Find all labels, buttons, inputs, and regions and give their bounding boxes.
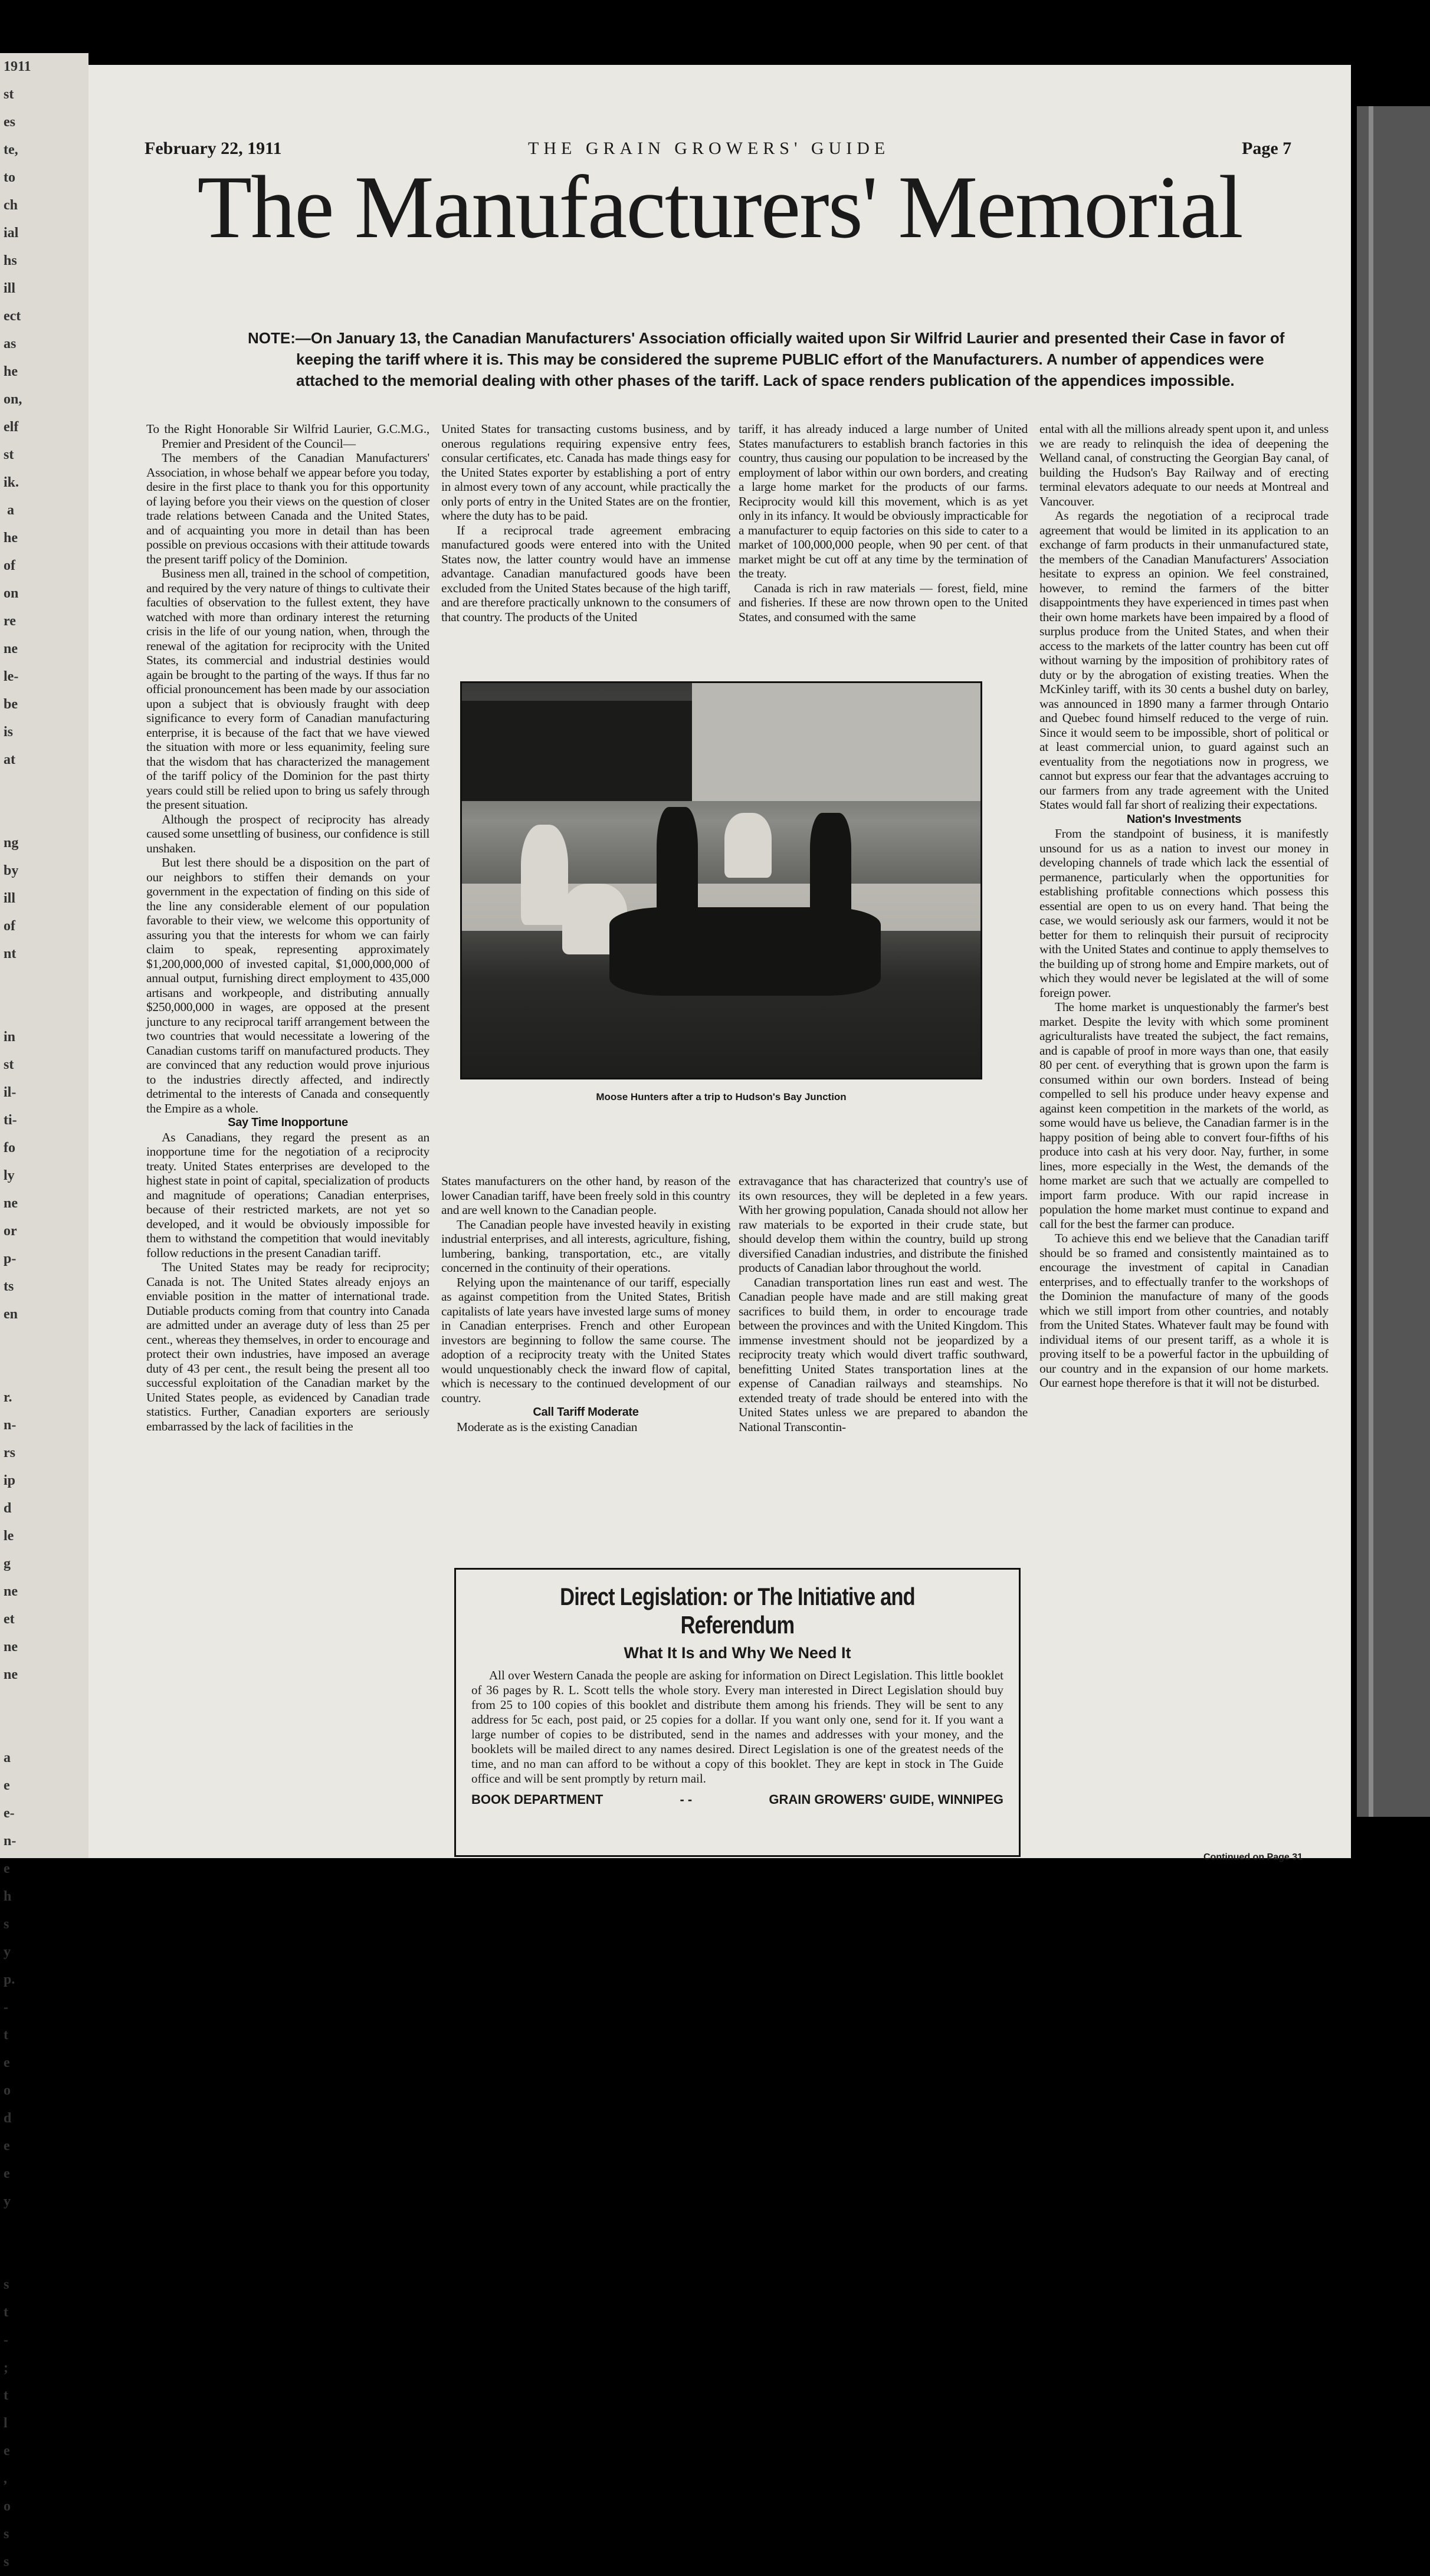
paragraph: ental with all the millions already spent upon it, and unless we are ready to relinquish the idea of deepening the Welland canal, of constructing the Georgian Bay canal, of building the Hudson's Bay Railway and of erecting terminal elevators adequate to our needs at Montreal and Vancouver.	[1039, 422, 1329, 508]
page-number: Page 7	[1242, 139, 1292, 158]
column-3-bottom	[739, 1174, 1028, 1551]
continued-note: Continued on Page 31	[1203, 1852, 1303, 1862]
photo-figure	[521, 825, 568, 925]
ad-subtitle: What It Is and Why We Need It	[624, 1644, 851, 1662]
paragraph: United States for transacting customs business, and by onerous regulations requiring expensive entry fees, consular certificates, etc. Canada has made things easy for the United States exporter by establishing a port of entry in almost every town of any account, while practically the only ports of entry in the United States are on the frontier, where the duty has to be paid.	[441, 422, 730, 523]
paragraph: As regards the negotiation of a reciprocal trade agreement that would be limited in its application to an exchange of farm products in their unmanufactured state, the members of the Canadian Manufacturers' Association hesitate to express an opinion. We feel constrained, however, to remind the farmers of the bitter disappointments they have experienced in times past when their own home markets have been impaired by a flood of surplus produce from the United States, and when their access to the markets of the latter country has been cut off without warning by the imposition of prohibitory rates of duty or by the abrogation of existing treaties. When the McKinley tariff, with its 30 cents a bushel duty on barley, was announced in 1890 many a farmer through Ontario and Quebec found himself reduced to the verge of ruin. Since it would seem to be impossible, short of political or at least commercial union, to guard against such an eventuality from the negotiations now in progress, we cannot but express our fear that the advantages accruing to our farmers from any trade agreement with the United States would fall far short of realizing their expectations.	[1039, 508, 1329, 812]
article-title: The Manufacturers' Memorial	[197, 157, 1242, 257]
section-heading: Call Tariff Moderate	[533, 1406, 639, 1419]
paragraph: The home market is unquestionably the farmer's best market. Despite the levity with which some prominent agriculturalists have treated the subject, the fact remains, and is capable of proof in more ways than one, that easily 80 per cent. of everything that is grown upon the farm is consumed within our own borders. Instead of being compelled to sell his produce under heavy expense and against keen competition in the markets of the world, as some would have us believe, the Canadian farmer is in the happy position of being able to convert four-fifths of his produce into cash at his very door. Nay, further, in some lines, more especially in the West, the demands of the home market are such that we actually are compelled to import farm produce. With our rapid increase in population the home market must continue to expand and call for the best the farmer can produce.	[1039, 1000, 1329, 1231]
paragraph: tariff, it has already induced a large number of United States manufacturers to establish branch factories in this country, thus causing our population to be increased by the employment of labor within our own borders, and creating a large home market for the products of our farms. Reciprocity would kill this movement, which is as yet only in its infancy. It would be obviously impracticable for a manufacturer to equip factories on this side to cater to a market of 100,000,000 people, when 90 per cent. of that market might be cut off at any time by the termination of the treaty.	[739, 422, 1028, 580]
page-stack-highlight	[1369, 106, 1373, 1817]
paragraph: But lest there should be a disposition on the part of our neighbors to stiffen their demands on your government in the expectation of finding on this side of the line any considerable element of our population favorable to their view, we welcome this opportunity of assuring you that the interests for whom we can fairly claim to speak, representing approximately $1,200,000,000 of invested capital, $1,000,000,000 of annual output, furnishing direct employment to 435,000 artisans and workpeople, and distributing annually $250,000,000 in wages, are opposed at the present juncture to any reciprocal tariff arrangement between the two countries that would necessitate a lowering of the Canadian customs tariff on manufactured products. They are convinced that any reduction would prove injurious to the industries directly affected, and indirectly detrimental to the interests of Canada and consequently the Empire as a whole.	[146, 855, 429, 1115]
ad-footer-right: GRAIN GROWERS' GUIDE, WINNIPEG	[769, 1792, 1003, 1807]
adjacent-page-text: 1911 st es te, to ch ial hs ill ect as he on, elf st ik. a he of on re ne le- be is at ng by ill of nt in st il- ti- fo ly ne or p- ts en r. n- rs ip d le g ne et ne ne a e e- n- e h s y p. - t e o d e e y s t - ; t l e , o s s	[4, 59, 31, 2570]
paragraph: States manufacturers on the other hand, by reason of the lower Canadian tariff, have been freely sold in this country and are well known to the Canadian people.	[441, 1174, 730, 1217]
ad-body: All over Western Canada the people are asking for information on Direct Legislation. This little booklet of 36 pages by R. L. Scott tells the whole story. Every man interested in Direct Legislation should buy from 25 to 100 copies of this booklet and distribute them among his friends. They will be sent to any address for 5c each, post paid, or 25 copies for a dollar. If you want only one, send for it. If you want a large number of copies to be distributed, send in the names and addresses with your money, and the booklets will be mailed direct to any names desired. Direct Legislation is one of the greatest needs of the time, and no man can afford to be without a copy of this booklet. They are kept in stock in The Guide office and will be sent promptly by return mail.	[471, 1668, 1003, 1786]
moose-hunters-photo	[460, 681, 982, 1079]
newspaper-page	[88, 65, 1351, 1862]
column-2-top	[441, 422, 730, 705]
ad-footer-left: BOOK DEPARTMENT	[471, 1792, 604, 1807]
paragraph: The Canadian people have invested heavily in existing industrial enterprises, and all interests, agriculture, fishing, lumbering, banking, transportation, etc., are vitally concerned in the continuity of their operations.	[441, 1217, 730, 1275]
photo-caption: Moose Hunters after a trip to Hudson's Bay Junction	[596, 1091, 847, 1102]
paragraph: Business men all, trained in the school of competition, and required by the very nature of things to cultivate their faculties of observation to the fullest extent, they have watched with more than ordinary interest the returning crisis in the life of our young nation, when, through the renewal of the agitation for reciprocity with the United States, its commercial and industrial destinies would again be brought to the parting of the ways. If thus far no official pronouncement has been made by our association upon a subject that is obviously fraught with deep significance to every form of Canadian manufacturing enterprise, it is because of the fact that we have viewed the situation with more or less equanimity, feeling sure that the wisdom that has characterized the management of the tariff policy of the Dominion for the past thirty years could still be relied upon to bring us safely through the present situation.	[146, 566, 429, 812]
paragraph: extravagance that has characterized that country's use of its own resources, they will be depleted in a few years. With her growing population, Canada should not allow her raw materials to be exported in their crude state, but should develop them within the country, build up strong diversified Canadian industries, and distribute the finished products of Canadian labor throughout the world.	[739, 1174, 1028, 1275]
column-1	[146, 422, 429, 1849]
paragraph: Although the prospect of reciprocity has already caused some unsettling of business, our confidence is still unshaken.	[146, 812, 429, 855]
column-4	[1039, 422, 1329, 1849]
column-3-top	[739, 422, 1028, 705]
photo-sky	[692, 683, 982, 801]
paragraph: If a reciprocal trade agreement embracing manufactured goods were entered into with the United States now, the latter country would have an immense advantage. Canadian manufactured goods have been excluded from the United States because of the high tariff, and are therefore practically unknown to the consumers of that country. The products of the United	[441, 523, 730, 624]
photo-figure	[724, 813, 772, 878]
newspaper-name: THE GRAIN GROWERS' GUIDE	[528, 139, 890, 158]
photo-moose	[609, 907, 881, 996]
paragraph: Moderate as is the existing Canadian	[457, 1419, 638, 1434]
direct-legislation-ad	[454, 1568, 1021, 1857]
ad-title: Direct Legislation: or The Initiative and Referendum	[560, 1583, 915, 1639]
paragraph: As Canadians, they regard the present as an inopportune time for the negotiation of a reciprocity treaty. United States enterprises are developed to the highest state in point of capital, specialization of products and magnitude of operations; Canadian enterprises, because of their restricted markets, are not yet so developed, and it would be obviously impossible for them to withstand the competition that would inevitably follow reductions in the present Canadian tariff.	[146, 1130, 429, 1260]
paragraph: From the standpoint of business, it is manifestly unsound for us as a nation to invest our money in developing channels of trade which lack the essential of permanence, particularly when the opportunities for establishing profitable connections which possess this essential are open to us on every hand. That being the case, we would seriously ask our farmers, would it not be better for them to relinquish their pursuit of reciprocity with the United States and continue to apply themselves to the building up of strong home and Empire markets, out of which they would never be legislated at the will of some foreign power.	[1039, 826, 1329, 1000]
column-2-bottom	[441, 1174, 730, 1551]
editor-note: NOTE:—On January 13, the Canadian Manufacturers' Association officially waited upon Sir Wilfrid Laurier and presented their Case in favor of keeping the tariff where it is. This may be considered the supreme PUBLIC effort of the Manufacturers. A number of appendices were attached to the memorial dealing with other phases of the tariff. Lack of space renders publication of the appendices impossible.	[248, 329, 1285, 389]
ad-footer-separator: - -	[680, 1792, 693, 1807]
page-stack-edge	[1357, 106, 1430, 1817]
paragraph: To achieve this end we believe that the Canadian tariff should be so framed and consistently maintained as to encourage the investment of capital in Canadian enterprises, and to effectually tranfer to the workshops of the Dominion the manufacture of many of the goods which we still import from other countries, and notably from the United States. Whatever fault may be found with individual items of our present tariff, as a whole it is proving itself to be a powerful factor in the upbuilding of our country and in the expansion of our home markets. Our earnest hope therefore is that it will not be disturbed.	[1039, 1231, 1329, 1390]
section-heading: Nation's Investments	[1126, 812, 1242, 826]
photo-barn	[462, 701, 692, 801]
paragraph: The members of the Canadian Manufacturers' Association, in whose behalf we appear before you today, desire in the first place to thank you for this opportunity of laying before you their views on the question of closer trade relations between Canada and the United States, and of acquainting you more in detail than has been possible on previous occasions with their attitude towards the present tariff policy of the Dominion.	[146, 451, 429, 566]
issue-date: February 22, 1911	[145, 139, 282, 158]
paragraph: Canadian transportation lines run east and west. The Canadian people have made and are still making great sacrifices to build them, in order to encourage trade between the provinces and with the United Kingdom. This immense investment should not be jeopardized by a reciprocity treaty which would divert traffic southward, benefitting United States transportation lines at the expense of Canadian railways and steamships. No extended treaty of trade should be entered into with the United States unless we are prepared to abandon the National Transcontin-	[739, 1275, 1028, 1434]
salutation: To the Right Honorable Sir Wilfrid Laurier, G.C.M.G., Premier and President of the Council—	[146, 422, 429, 451]
paragraph: The United States may be ready for reciprocity; Canada is not. The United States already enjoys an enviable position in the matter of international trade. Dutiable products coming from that country into Canada are admitted under an average duty of less than 25 per cent., whereas they themselves, in order to encourage and protect their own industries, have imposed an average duty of 43 per cent., the result being the present all too successful exploitation of the Canadian market by the United States people, as evidenced by Canadian trade statistics. Further, Canadian exporters are seriously embarrassed by the lack of facilities in the	[146, 1260, 429, 1433]
paragraph: Canada is rich in raw materials — forest, field, mine and fisheries. If these are now thrown open to the United States, and consumed with the same	[739, 580, 1028, 624]
ad-footer	[471, 1792, 1003, 1807]
section-heading: Say Time Inopportune	[228, 1116, 348, 1129]
paragraph: Relying upon the maintenance of our tariff, especially as against competition from the United States, British capitalists of late years have invested large sums of money in Canadian enterprises. French and other European investors are beginning to follow the same course. The adoption of a reciprocity treaty with the United States would unquestionably check the inward flow of capital, which is necessary to the continued development of our country.	[441, 1275, 730, 1405]
